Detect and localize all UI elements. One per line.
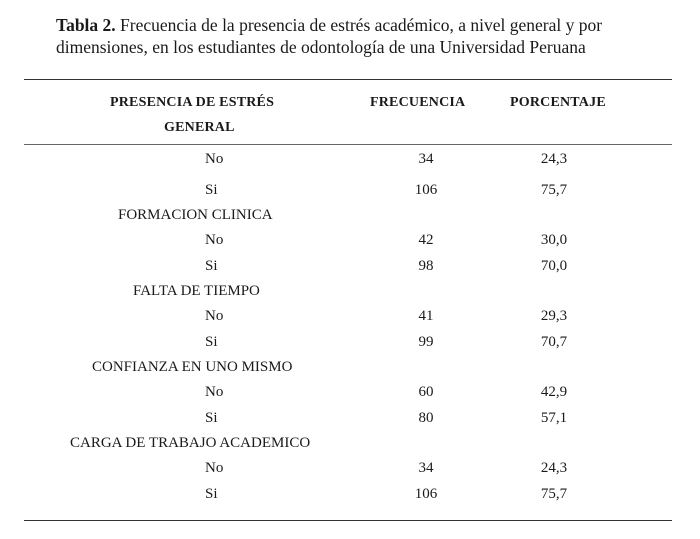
row-frecuencia: 60: [418, 384, 434, 400]
row-porcentaje: 75,7: [540, 182, 568, 198]
row-porcentaje: 24,3: [540, 460, 568, 476]
row-label: Si: [205, 182, 218, 198]
header-col1-line1: PRESENCIA DE ESTRÉS: [110, 95, 275, 110]
row-porcentaje: 29,3: [540, 308, 568, 324]
row-label: No: [205, 151, 224, 167]
row-label: Si: [205, 486, 218, 502]
bottom-rule: [24, 520, 672, 521]
row-label: No: [205, 308, 224, 324]
row-porcentaje: 24,3: [540, 151, 568, 167]
section-title: CARGA DE TRABAJO ACADEMICO: [70, 435, 311, 451]
row-label: No: [205, 232, 224, 248]
row-porcentaje: 42,9: [540, 384, 568, 400]
section-title: FORMACION CLINICA: [118, 207, 273, 223]
section-title: FALTA DE TIEMPO: [133, 283, 260, 299]
row-frecuencia: 99: [418, 334, 434, 350]
table-label: Tabla 2.: [56, 15, 116, 35]
row-porcentaje: 75,7: [540, 486, 568, 502]
row-porcentaje: 70,7: [540, 334, 568, 350]
top-rule: [24, 79, 672, 80]
row-frecuencia: 34: [418, 460, 434, 476]
header-rule: [24, 144, 672, 145]
row-porcentaje: 70,0: [540, 258, 568, 274]
row-porcentaje: 57,1: [540, 410, 568, 426]
row-label: Si: [205, 334, 218, 350]
row-label: No: [205, 384, 224, 400]
row-label: Si: [205, 410, 218, 426]
row-frecuencia: 106: [414, 486, 438, 502]
header-porcentaje: PORCENTAJE: [510, 95, 606, 110]
row-frecuencia: 41: [418, 308, 434, 324]
row-porcentaje: 30,0: [540, 232, 568, 248]
header-frecuencia: FRECUENCIA: [370, 95, 466, 110]
row-label: No: [205, 460, 224, 476]
table-caption: [56, 14, 676, 58]
row-frecuencia: 106: [414, 182, 438, 198]
section-title: CONFIANZA EN UNO MISMO: [92, 359, 293, 375]
row-frecuencia: 34: [418, 151, 434, 167]
row-frecuencia: 42: [418, 232, 434, 248]
row-frecuencia: 98: [418, 258, 434, 274]
row-frecuencia: 80: [418, 410, 434, 426]
table-caption-text: Frecuencia de la presencia de estrés académico, a nivel general y por dimensiones, en los estudiantes de odontología de una Universidad Peruana: [56, 15, 603, 57]
row-label: Si: [205, 258, 218, 274]
header-col1-line2: GENERAL: [164, 120, 235, 135]
